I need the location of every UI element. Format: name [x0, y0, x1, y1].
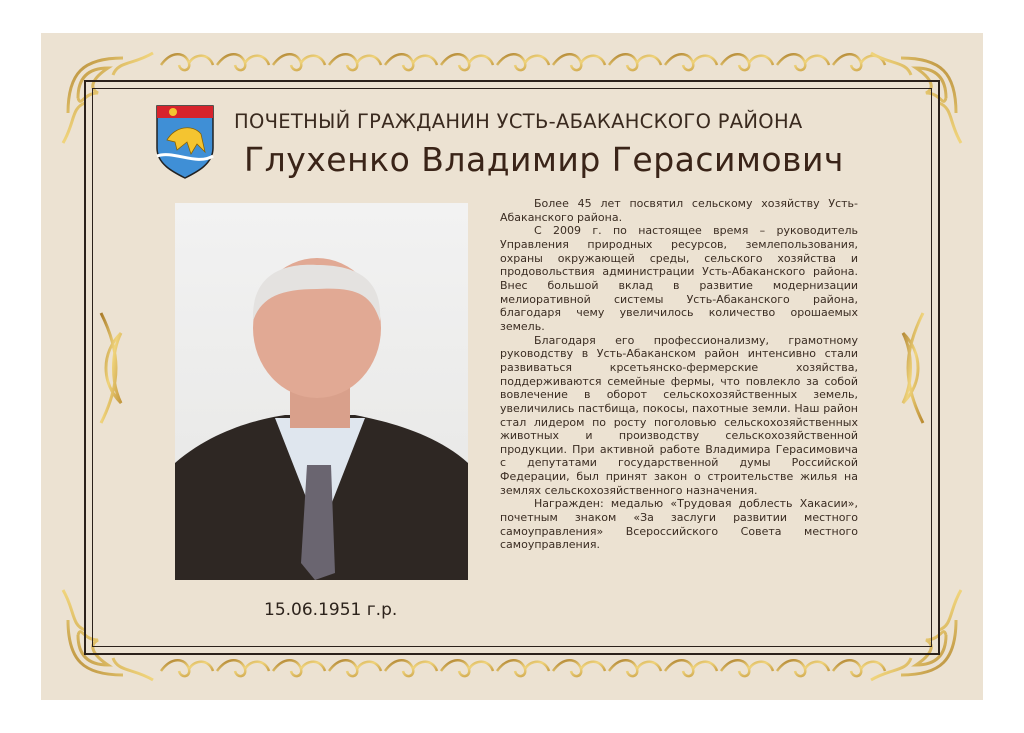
ornament-curl [777, 660, 829, 676]
ornament-curl [273, 660, 325, 676]
portrait-photo [175, 203, 468, 580]
ornament-curl [273, 54, 325, 70]
ornament-curl [441, 660, 493, 676]
coat-of-arms-icon [153, 100, 217, 180]
ornament-curl [665, 660, 717, 676]
bio-paragraph: Более 45 лет посвятил сельскому хозяйству Усть-Абаканского района. [500, 197, 858, 224]
birth-date: 15.06.1951 г.р. [264, 600, 398, 620]
ornament-curl [497, 660, 549, 676]
honor-title: ПОЧЕТНЫЙ ГРАЖДАНИН УСТЬ-АБАКАНСКОГО РАЙОНА [234, 110, 803, 133]
ornament-curl [721, 660, 773, 676]
ornament-curl [553, 660, 605, 676]
ornament-curl [161, 660, 213, 676]
bio-paragraph: Благодаря его профессионализму, грамотному руководству в Усть-Абаканском район интенсивно стали развиваться крсетьянско-фермерские хозяйства, поддерживаются семейные фермы, что повлекло за собой вовлечение в оборот сельскохозяйственных земель, увеличились пастбища, покосы, пахотные земли. Наш район стал лидером по росту поголовью сельскохозяйственных животных и производству сельскохозяйственной продукции. При активной работе Владимира Герасимовича с депутатами государственной думы Российской Федерации, был принят закон о строительстве жилья на землях сельскохозяйственного назначения. [500, 333, 858, 497]
bio-paragraph: Награжден: медалью «Трудовая доблесть Хакасии», почетным знаком «За заслуги развитии местного самоуправления» Всероссийского Совета местного самоуправления. [500, 497, 858, 552]
ornament-curl [497, 54, 549, 70]
ornament-curl [721, 54, 773, 70]
person-name: Глухенко Владимир Герасимович [244, 140, 844, 179]
ornament-curl [329, 660, 381, 676]
biography-text [500, 197, 858, 552]
ornament-curl [665, 54, 717, 70]
ornament-curl [329, 54, 381, 70]
ornament-curl [441, 54, 493, 70]
bio-paragraph: С 2009 г. по настоящее время – руководитель Управления природных ресурсов, землепользования, охраны окружающей среды, сельского хозяйства и продовольствия администрации Усть-Абаканского района. Внес большой вклад в развитие модернизации мелиоративной системы Усть-Абаканского района, благодаря чему увеличилось количество орошаемых земель. [500, 224, 858, 333]
ornament-curl [609, 54, 661, 70]
ornament-curl [833, 660, 885, 676]
ornament-curl [217, 54, 269, 70]
ornament-curl [553, 54, 605, 70]
ornament-curl [161, 54, 213, 70]
ornament-curl [609, 660, 661, 676]
ornament-curl [385, 54, 437, 70]
ornament-curl [385, 660, 437, 676]
ornament-curl [217, 660, 269, 676]
ornament-curl [777, 54, 829, 70]
